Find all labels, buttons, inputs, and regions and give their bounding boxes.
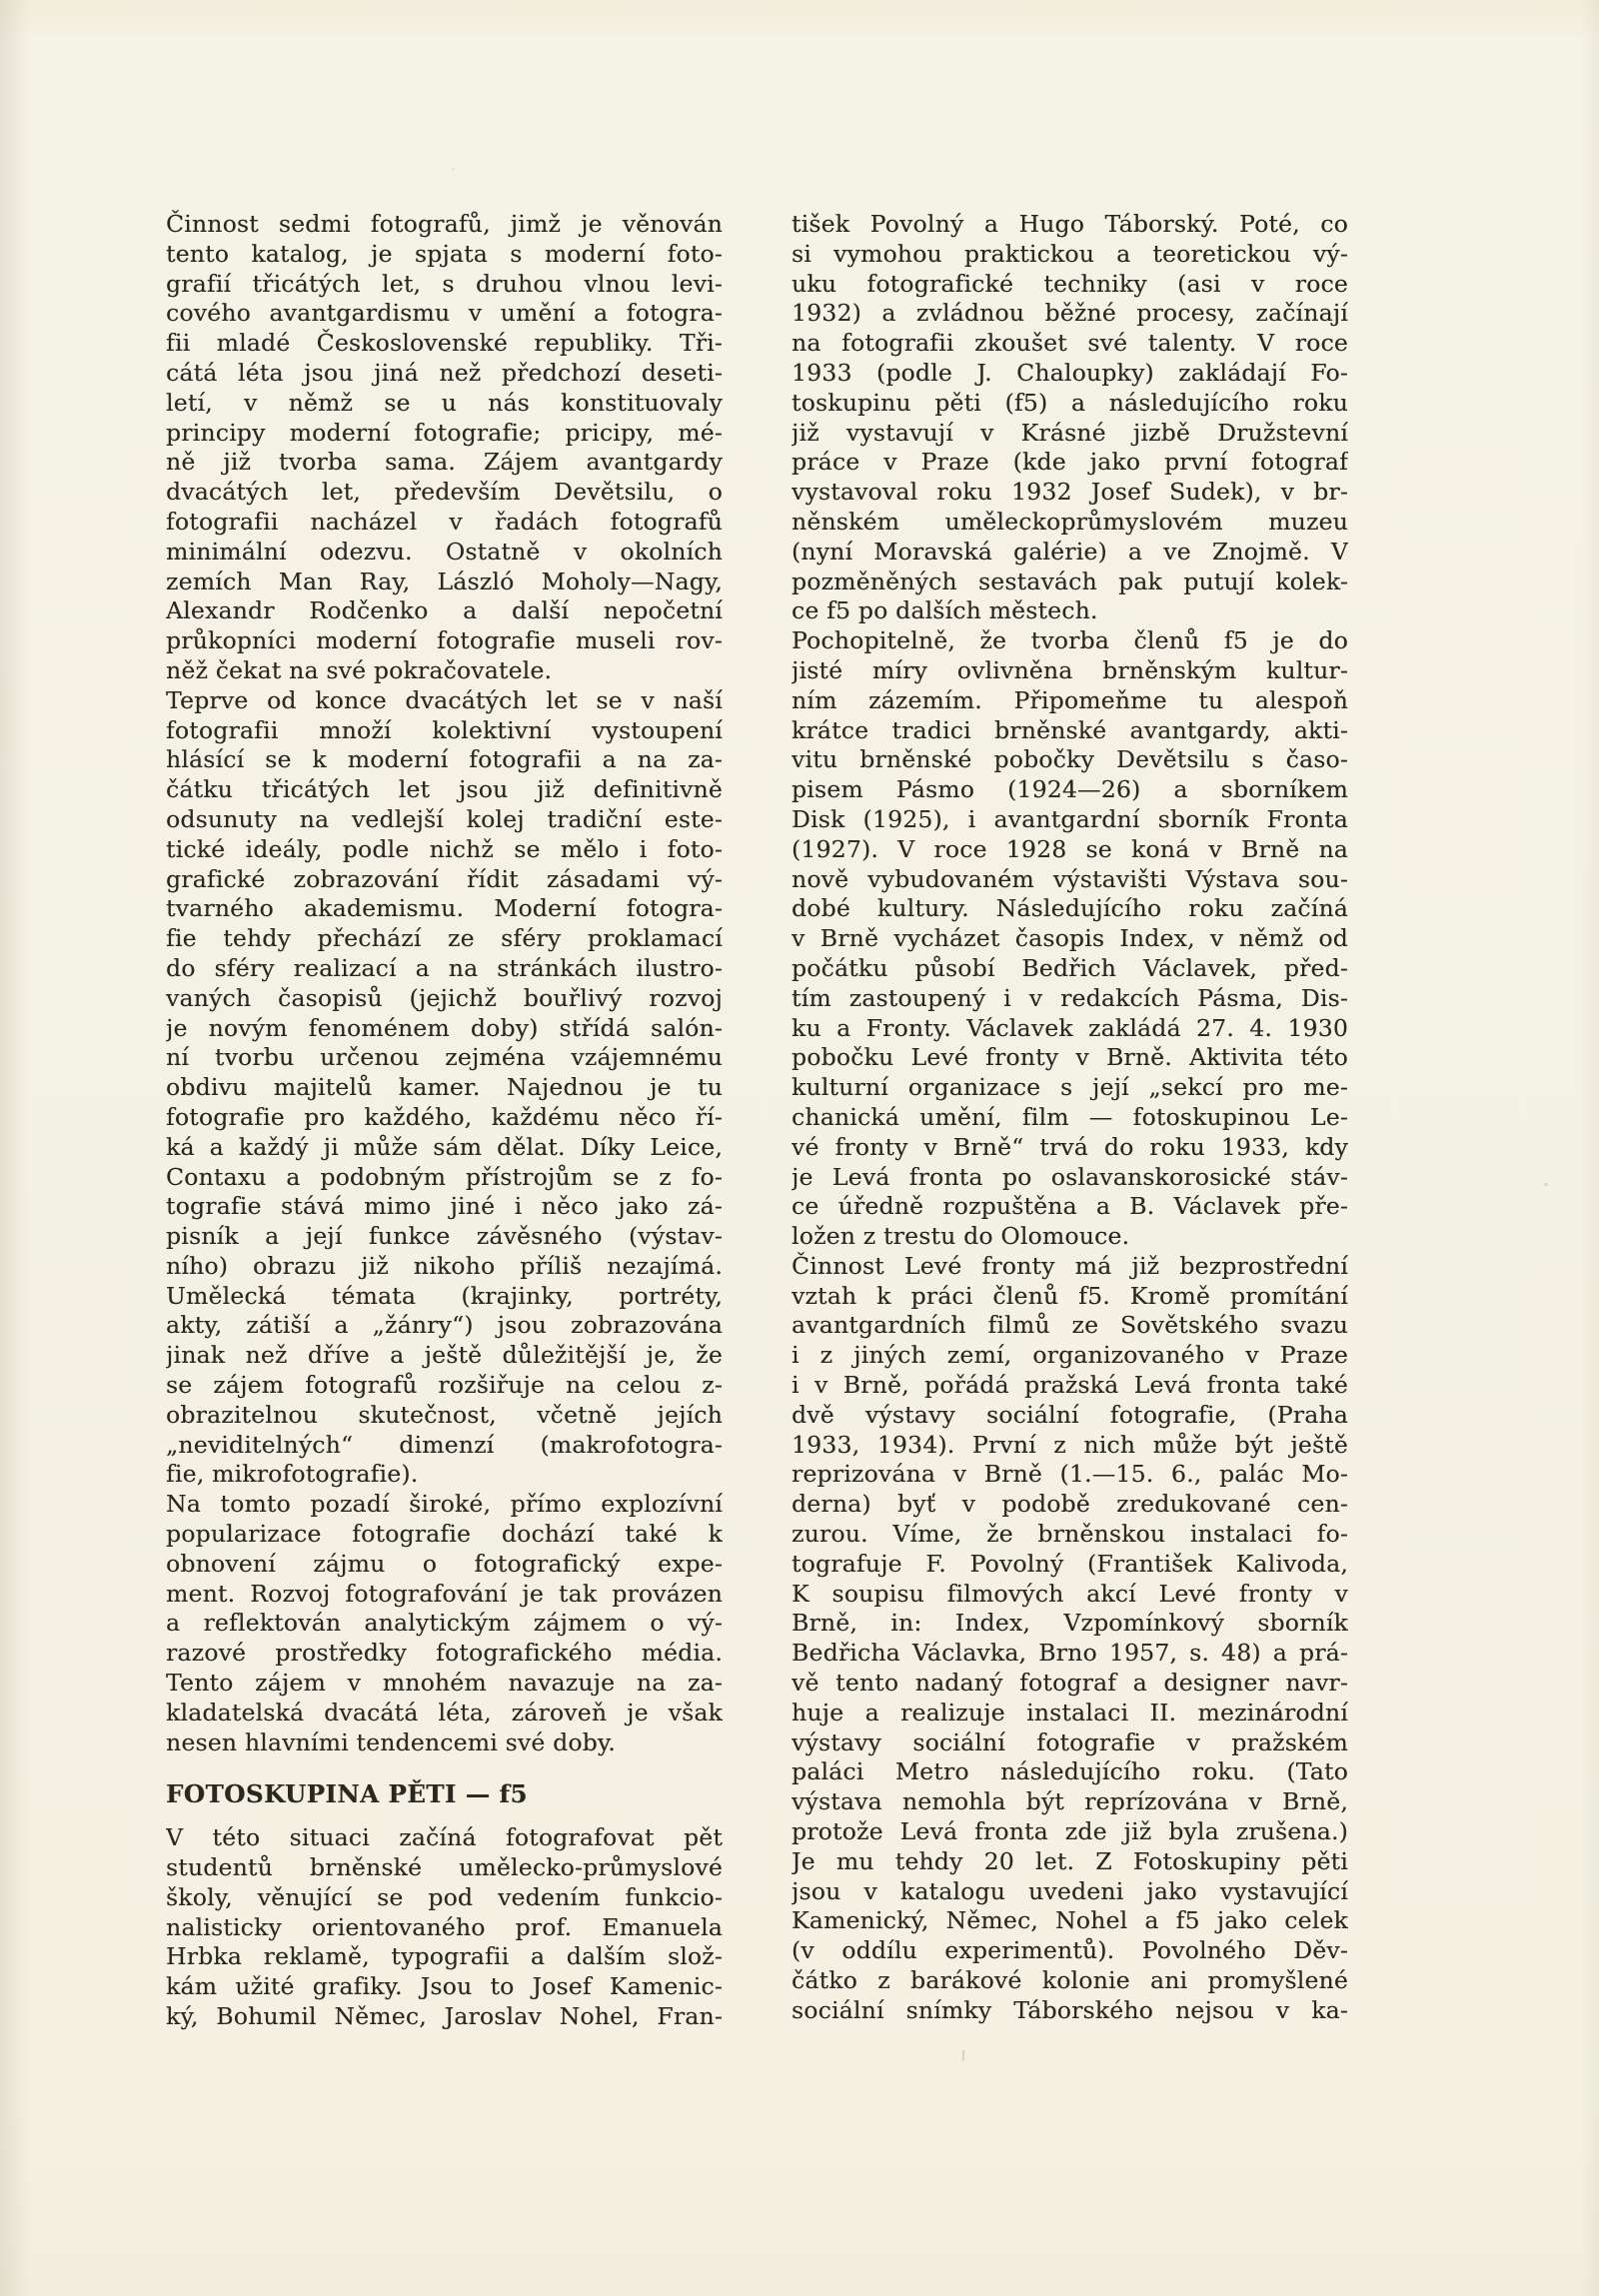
text-line: zurou. Víme, že brněnskou instalaci fo-: [792, 1520, 1348, 1549]
text-line: nalisticky orientovaného prof. Emanuela: [166, 1912, 723, 1941]
text-line: vé fronty v Brně“ trvá do roku 1933, kdy: [792, 1132, 1348, 1161]
text-line: chanická umění, film — fotoskupinou Le-: [792, 1102, 1348, 1131]
text-line: ce úředně rozpuštěna a B. Václavek pře-: [792, 1192, 1348, 1221]
text-line: akty, zátiší a „žánry“) jsou zobrazována: [166, 1311, 723, 1340]
paragraph: [166, 210, 723, 686]
text-line: tografie stává mimo jiné i něco jako zá-: [166, 1192, 723, 1221]
text-line: fotografie pro každého, každému něco ří-: [166, 1102, 723, 1131]
text-line: Činnost sedmi fotografů, jimž je věnován: [166, 210, 723, 238]
text-line: pisník a její funkce závěsného (výstav-: [166, 1222, 723, 1251]
text-line: ně již tvorba sama. Zájem avantgardy: [166, 448, 723, 477]
paragraph: [166, 1823, 723, 2032]
text-line: derna) byť v podobě zredukované cen-: [792, 1490, 1348, 1519]
text-line: výstava nemohla být reprízována v Brně,: [792, 1787, 1348, 1816]
text-line: ního) obrazu již nikoho příliš nezajímá.: [166, 1251, 723, 1280]
text-line: odsunuty na vedlejší kolej tradiční este-: [166, 804, 723, 833]
section-heading: FOTOSKUPINA PĚTI — f5: [166, 1779, 528, 1809]
text-line: jinak než dříve a ještě důležitější je, že: [166, 1341, 723, 1370]
paragraph: [792, 1252, 1348, 2026]
text-line: pisem Pásmo (1924—26) a sborníkem: [792, 775, 1348, 804]
text-line: principy moderní fotografie; pricipy, mé-: [166, 418, 723, 447]
text-line: cového avantgardismu v umění a fotogra-: [166, 299, 723, 328]
text-line: něnském uměleckoprůmyslovém muzeu: [792, 507, 1348, 536]
text-line: Činnost Levé fronty má již bezprostřední: [792, 1251, 1348, 1280]
text-line: vě tento nadaný fotograf a designer navr-: [792, 1669, 1348, 1698]
text-line: K soupisu filmových akcí Levé fronty v: [792, 1579, 1348, 1608]
text-line: Pochopitelně, že tvorba členů f5 je do: [792, 626, 1348, 655]
text-line: fie tehdy přechází ze sféry proklamací: [166, 924, 723, 953]
text-line: dobé kultury. Následujícího roku začíná: [792, 894, 1348, 923]
text-line: tišek Povolný a Hugo Táborský. Poté, co: [792, 210, 1348, 238]
text-line: huje a realizuje instalaci II. mezinárodní: [792, 1698, 1348, 1726]
text-line: pozměněných sestavách pak putují kolek-: [792, 567, 1348, 595]
text-line: ložen z trestu do Olomouce.: [792, 1222, 1130, 1251]
text-line: nově vybudovaném výstavišti Výstava sou-: [792, 864, 1348, 893]
text-line: jisté míry ovlivněna brněnským kultur-: [792, 655, 1348, 684]
scan-speck: [452, 168, 455, 170]
text-line: je Levá fronta po oslavanskorosické stáv-: [792, 1162, 1348, 1191]
paragraph: [166, 686, 723, 1491]
text-line: kám užité grafiky. Jsou to Josef Kamenic-: [166, 1972, 723, 2001]
text-line: dvě výstavy sociální fotografie, (Praha: [792, 1400, 1348, 1429]
right-text-column: [792, 210, 1348, 2026]
text-line: Disk (1925), i avantgardní sborník Fronta: [792, 804, 1348, 833]
text-line: obrazitelnou skutečnost, včetně jejích: [166, 1400, 723, 1429]
text-line: dvacátých let, především Devětsilu, o: [166, 478, 723, 507]
scan-speck: [1544, 1183, 1548, 1186]
text-line: fii mladé Československé republiky. Tři-: [166, 329, 723, 358]
text-line: tografuje F. Povolný (František Kalivoda,: [792, 1549, 1348, 1578]
text-line: grafií třicátých let, s druhou vlnou levi-: [166, 269, 723, 298]
text-line: Kamenický, Němec, Nohel a f5 jako celek: [792, 1906, 1348, 1935]
text-line: ment. Rozvoj fotografování je tak provázen: [166, 1579, 723, 1608]
text-line: se zájem fotografů rozšiřuje na celou z-: [166, 1371, 723, 1400]
text-line: avantgardních filmů ze Sovětského svazu: [792, 1311, 1348, 1340]
text-line: ní tvorbu určenou zejména vzájemnému: [166, 1043, 723, 1072]
text-line: průkopníci moderní fotografie museli rov-: [166, 626, 723, 655]
paragraph: [166, 1490, 723, 1757]
text-line: 1933 (podle J. Chaloupky) zakládají Fo-: [792, 358, 1348, 387]
text-line: hlásící se k moderní fotografii a na za-: [166, 745, 723, 774]
text-line: uku fotografické techniky (asi v roce: [792, 269, 1348, 298]
text-line: grafické zobrazování řídit zásadami vý-: [166, 864, 723, 893]
text-line: tím zastoupený i v redakcích Pásma, Dis-: [792, 983, 1348, 1012]
text-line: Je mu tehdy 20 let. Z Fotoskupiny pěti: [792, 1846, 1348, 1875]
text-line: Alexandr Rodčenko a další nepočetní: [166, 596, 723, 625]
scan-speck: [962, 2050, 965, 2061]
text-line: v Brně vycházet časopis Index, v němž od: [792, 924, 1348, 953]
text-line: čátko z barákové kolonie ani promyšlené: [792, 1966, 1348, 1995]
text-line: výstavy sociální fotografie v pražském: [792, 1727, 1348, 1756]
text-line: obnovení zájmu o fotografický expe-: [166, 1549, 723, 1578]
text-line: ce f5 po dalších městech.: [792, 596, 1098, 625]
paragraph: [792, 210, 1348, 626]
text-line: (v oddílu experimentů). Povolného Děv-: [792, 1936, 1348, 1965]
text-line: fie, mikrofotografie).: [166, 1460, 419, 1489]
text-line: Brně, in: Index, Vzpomínkový sborník: [792, 1609, 1348, 1638]
text-line: Tento zájem v mnohém navazuje na za-: [166, 1669, 723, 1698]
text-line: vitu brněnské pobočky Devětsilu s časo-: [792, 745, 1348, 774]
text-line: Teprve od konce dvacátých let se v naší: [166, 685, 723, 714]
text-line: vztah k práci členů f5. Kromě promítání: [792, 1281, 1348, 1310]
text-line: letí, v němž se u nás konstituovaly: [166, 388, 723, 417]
text-line: paláci Metro následujícího roku. (Tato: [792, 1757, 1348, 1786]
text-line: cátá léta jsou jiná než předchozí deseti-: [166, 358, 723, 387]
text-line: obdivu majitelů kamer. Najednou je tu: [166, 1073, 723, 1102]
text-line: kladatelská dvacátá léta, zároveň je však: [166, 1698, 723, 1726]
text-line: Hrbka reklamě, typografii a dalším slož-: [166, 1942, 723, 1971]
text-line: si vymohou praktickou a teoretickou vý-: [792, 239, 1348, 268]
text-line: protože Levá fronta zde již byla zrušena.): [792, 1817, 1348, 1846]
text-line: popularizace fotografie dochází také k: [166, 1520, 723, 1549]
text-line: ku a Fronty. Václavek zakládá 27. 4. 1930: [792, 1013, 1348, 1042]
text-line: tické ideály, podle nichž se mělo i foto-: [166, 834, 723, 863]
text-line: školy, věnující se pod vedením funkcio-: [166, 1882, 723, 1911]
text-line: i z jiných zemí, organizovaného v Praze: [792, 1341, 1348, 1370]
text-line: něž čekat na své pokračovatele.: [166, 655, 553, 684]
text-line: čátku třicátých let jsou již definitivně: [166, 775, 723, 804]
text-line: 1933, 1934). První z nich může být ještě: [792, 1430, 1348, 1459]
text-line: sociální snímky Táborského nejsou v ka-: [792, 1995, 1348, 2024]
text-line: již vystavují v Krásné jizbě Družstevní: [792, 418, 1348, 447]
text-line: krátce tradici brněnské avantgardy, akti-: [792, 715, 1348, 744]
text-line: ký, Bohumil Němec, Jaroslav Nohel, Fran-: [166, 2002, 723, 2031]
text-line: zemích Man Ray, László Moholy—Nagy,: [166, 567, 723, 595]
text-line: kulturní organizace s její „sekcí pro me-: [792, 1073, 1348, 1102]
text-line: a reflektován analytickým zájmem o vý-: [166, 1609, 723, 1638]
text-line: toskupinu pěti (f5) a následujícího roku: [792, 388, 1348, 417]
text-line: ká a každý ji může sám dělat. Díky Leice,: [166, 1132, 723, 1161]
text-line: „neviditelných“ dimenzí (makrofotogra-: [166, 1430, 723, 1459]
text-line: pobočku Levé fronty v Brně. Aktivita této: [792, 1043, 1348, 1072]
text-line: (1927). V roce 1928 se koná v Brně na: [792, 834, 1348, 863]
text-line: do sféry realizací a na stránkách ilustro-: [166, 953, 723, 982]
left-text-column: [166, 210, 723, 2032]
text-line: minimální odezvu. Ostatně v okolních: [166, 537, 723, 566]
text-line: studentů brněnské umělecko-průmyslové: [166, 1853, 723, 1882]
text-line: i v Brně, pořádá pražská Levá fronta také: [792, 1371, 1348, 1400]
text-line: na fotografii zkoušet své talenty. V roce: [792, 329, 1348, 358]
text-line: Umělecká témata (krajinky, portréty,: [166, 1281, 723, 1310]
text-line: vaných časopisů (jejichž bouřlivý rozvoj: [166, 983, 723, 1012]
text-line: Contaxu a podobným přístrojům se z fo-: [166, 1162, 723, 1191]
paragraph: [792, 626, 1348, 1252]
text-line: (nyní Moravská galérie) a ve Znojmě. V: [792, 537, 1348, 566]
text-line: fotografii množí kolektivní vystoupení: [166, 715, 723, 744]
text-line: počátku působí Bedřich Václavek, před-: [792, 953, 1348, 982]
text-line: razové prostředky fotografického média.: [166, 1639, 723, 1668]
text-line: tvarného akademismu. Moderní fotogra-: [166, 894, 723, 923]
text-line: tento katalog, je spjata s moderní foto-: [166, 239, 723, 268]
text-line: vystavoval roku 1932 Josef Sudek), v br-: [792, 478, 1348, 507]
text-line: 1932) a zvládnou běžné procesy, začínají: [792, 299, 1348, 328]
text-line: jsou v katalogu uvedeni jako vystavující: [792, 1876, 1348, 1905]
text-line: Bedřicha Václavka, Brno 1957, s. 48) a prá-: [792, 1639, 1348, 1668]
text-line: je novým fenoménem doby) střídá salón-: [166, 1013, 723, 1042]
text-line: Na tomto pozadí široké, přímo explozívní: [166, 1490, 723, 1519]
text-line: reprizována v Brně (1.—15. 6., palác Mo-: [792, 1460, 1348, 1489]
text-line: ním zázemím. Připomeňme tu alespoň: [792, 685, 1348, 714]
text-line: fotografii nacházel v řadách fotografů: [166, 507, 723, 536]
text-line: práce v Praze (kde jako první fotograf: [792, 448, 1348, 477]
text-line: nesen hlavními tendencemi své doby.: [166, 1727, 616, 1756]
text-line: V této situaci začíná fotografovat pět: [166, 1823, 723, 1852]
